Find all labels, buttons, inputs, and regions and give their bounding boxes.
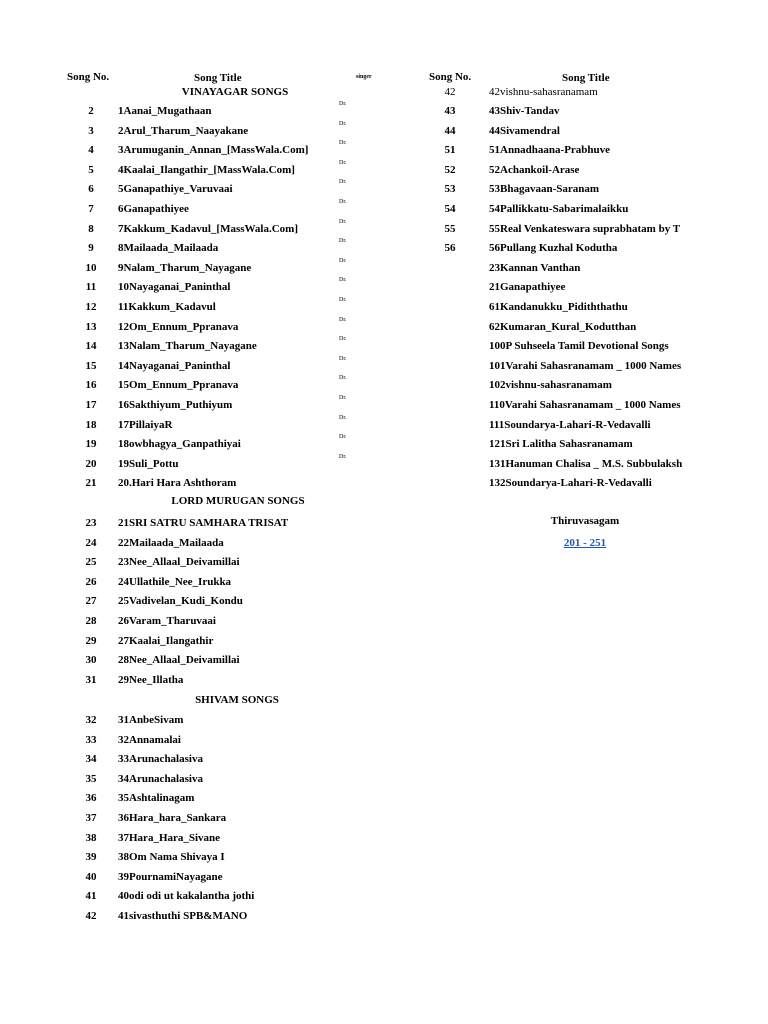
song-title: 21SRI SATRU SAMHARA TRISAT: [118, 517, 289, 529]
song-title: 28Nee_Allaal_Deivamillai: [118, 654, 240, 667]
song-title: 5Ganapathiye_Varuvaai: [118, 183, 233, 196]
song-number: 36: [85, 792, 97, 805]
song-title: 56Pullang Kuzhal Kodutha: [489, 242, 618, 255]
singer-label: Dr.: [339, 395, 347, 401]
singer-label: Dr.: [339, 453, 347, 460]
song-title: 40odi odi ut kakalantha jothi: [118, 890, 255, 903]
header-singer: singer: [356, 74, 372, 80]
song-title: 23Nee_Allaal_Deivamillai: [118, 556, 240, 569]
song-title: 110Varahi Sahasranamam _ 1000 Names: [489, 399, 681, 411]
singer-label: Dr.: [339, 140, 347, 147]
song-title: 111Soundarya-Lahari-R-Vedavalli: [489, 418, 651, 431]
song-number: 11: [85, 281, 97, 294]
song-title: 62Kumaran_Kural_Kodutthan: [489, 320, 637, 333]
song-number: 6: [88, 183, 94, 196]
song-title: 100P Suhseela Tamil Devotional Songs: [489, 340, 669, 353]
song-number: 24: [85, 536, 97, 549]
song-number: 35: [85, 772, 97, 785]
singer-label: Dr.: [339, 414, 347, 421]
right-first-number: 42: [444, 86, 456, 98]
song-number: 56: [444, 242, 456, 255]
song-number: 41: [85, 890, 97, 903]
song-title: 21Ganapathiyee: [489, 281, 566, 294]
singer-label: Dr.: [339, 277, 347, 284]
section-vinayagar: VINAYAGAR SONGS: [181, 86, 289, 98]
song-number: 23: [85, 517, 97, 529]
song-title: 54Pallikkatu-Sabarimalaikku: [489, 203, 629, 215]
song-number: 2: [88, 105, 94, 117]
song-number: 12: [85, 301, 97, 313]
song-title: 39PournamiNayagane: [118, 870, 223, 883]
song-title: 27Kaalai_Ilangathir: [118, 634, 214, 647]
song-number: 30: [85, 654, 97, 667]
singer-label: Dr.: [339, 297, 347, 303]
song-number: 13: [85, 320, 97, 333]
song-number: 28: [85, 615, 97, 627]
singer-label: Dr.: [339, 257, 347, 264]
song-title: 6Ganapathiyee: [118, 203, 189, 215]
song-number: 37: [85, 812, 97, 824]
song-title: 9Nalam_Tharum_Nayagane: [118, 261, 252, 274]
singer-label: Dr.: [339, 355, 347, 362]
song-title: 3Arumuganin_Annan_[MassWala.Com]: [118, 144, 309, 157]
song-number: 51: [444, 144, 456, 157]
song-number: 27: [85, 595, 97, 608]
song-number: 31: [85, 673, 97, 686]
song-title: 121Sri Lalitha Sahasranamam: [489, 438, 633, 451]
song-title: 53Bhagavaan-Saranam: [489, 183, 600, 196]
section-shivam: SHIVAM SONGS: [195, 694, 279, 706]
song-title: 4Kaalai_Ilangathir_[MassWala.Com]: [118, 163, 295, 176]
song-number: 5: [88, 163, 94, 176]
section-murugan: LORD MURUGAN SONGS: [171, 495, 305, 507]
singer-label: Dr.: [339, 199, 347, 205]
song-title: 52Achankoil-Arase: [489, 163, 580, 176]
song-title: 32Annamalai: [118, 733, 181, 746]
header-right-song-no: Song No.: [429, 71, 472, 83]
song-number: 40: [85, 870, 97, 883]
song-number: 17: [85, 399, 97, 411]
song-number: 20: [85, 457, 97, 470]
song-number: 39: [85, 851, 97, 864]
song-number: 8: [88, 222, 94, 235]
song-title: 12Om_Ennum_Ppranava: [118, 320, 239, 333]
song-number: 7: [88, 203, 94, 215]
song-title: 41sivasthuthi SPB&MANO: [118, 910, 248, 922]
song-number: 32: [85, 714, 97, 726]
song-title: 20.Hari Hara Ashthoram: [118, 477, 237, 490]
song-number: 44: [444, 124, 456, 137]
singer-label: Dr.: [339, 159, 347, 166]
singer-label: Dr.: [339, 120, 347, 127]
song-number: 54: [444, 203, 456, 215]
song-title: 17PillaiyaR: [118, 418, 173, 431]
song-number: 29: [85, 634, 97, 647]
song-title: 1Aanai_Mugathaan: [118, 105, 212, 117]
singer-label: Dr.: [339, 316, 347, 323]
song-number: 15: [85, 359, 97, 372]
song-title: 22Mailaada_Mailaada: [118, 536, 224, 549]
song-title: 13Nalam_Tharum_Nayagane: [118, 340, 257, 353]
song-title: 18owbhagya_Ganpathiyai: [118, 438, 241, 451]
song-title: 33Arunachalasiva: [118, 753, 203, 766]
header-left-song-title: Song Title: [194, 72, 242, 84]
singer-label: Dr.: [339, 179, 347, 186]
song-number: 3: [88, 124, 94, 137]
song-title: 61Kandanukku_Pidiththathu: [489, 301, 628, 313]
song-number: 14: [85, 340, 97, 353]
singer-label: Dr.: [339, 375, 347, 382]
song-title: 37Hara_Hara_Sivane: [118, 831, 221, 844]
song-title: 23Kannan Vanthan: [489, 261, 581, 274]
thiruvasagam-link[interactable]: 201 - 251: [563, 537, 607, 549]
song-title: 36Hara_hara_Sankara: [118, 812, 227, 824]
singer-label: Dr.: [339, 434, 347, 441]
song-number: 26: [85, 575, 97, 588]
song-number: 53: [444, 183, 456, 196]
song-number: 42: [85, 910, 97, 922]
song-title: 31AnbeSivam: [118, 714, 184, 726]
song-number: 34: [85, 753, 97, 766]
song-number: 52: [444, 163, 456, 176]
song-title: 35Ashtalinagam: [118, 792, 195, 805]
song-title: 26Varam_Tharuvaai: [118, 615, 216, 627]
right-first-title: 42vishnu-sahasranamam: [489, 86, 598, 98]
section-thiruvasagam: Thiruvasagam: [550, 515, 620, 527]
song-title: 102vishnu-sahasranamam: [489, 379, 612, 392]
header-right-song-title: Song Title: [562, 72, 610, 84]
song-title: 132Soundarya-Lahari-R-Vedavalli: [489, 477, 652, 490]
song-number: 18: [85, 418, 97, 431]
song-title: 15Om_Ennum_Ppranava: [118, 379, 239, 392]
song-title: 43Shiv-Tandav: [489, 105, 560, 117]
song-title: 55Real Venkateswara suprabhatam by T: [489, 222, 681, 235]
header-left-song-no: Song No.: [67, 71, 110, 83]
song-title: 14Nayaganai_Paninthal: [118, 359, 231, 372]
song-number: 16: [85, 379, 97, 392]
song-title: 11Kakkum_Kadavul: [118, 301, 216, 313]
song-title: 10Nayaganai_Paninthal: [118, 281, 231, 294]
song-title: 38Om Nama Shivaya I: [118, 851, 225, 864]
song-number: 21: [85, 477, 97, 490]
song-number: 4: [88, 144, 94, 157]
song-title: 34Arunachalasiva: [118, 772, 203, 785]
song-number: 10: [85, 261, 97, 274]
song-title: 24Ullathile_Nee_Irukka: [118, 575, 232, 588]
song-title: 8Mailaada_Mailaada: [118, 242, 219, 255]
song-number: 33: [85, 733, 97, 746]
song-title: 7Kakkum_Kadavul_[MassWala.Com]: [118, 222, 298, 235]
song-number: 25: [85, 556, 97, 569]
song-title: 51Annadhaana-Prabhuve: [489, 144, 611, 157]
singer-label: Dr.: [339, 238, 347, 245]
song-title: 131Hanuman Chalisa _ M.S. Subbulaksh: [489, 457, 683, 470]
song-title: 44Sivamendral: [489, 124, 560, 137]
song-number: 38: [85, 831, 97, 844]
song-number: 19: [85, 438, 97, 451]
song-title: 19Suli_Pottu: [118, 457, 179, 470]
singer-label: Dr.: [339, 336, 347, 343]
song-title: 101Varahi Sahasranamam _ 1000 Names: [489, 359, 682, 372]
song-title: 16Sakthiyum_Puthiyum: [118, 399, 233, 411]
song-title: 25Vadivelan_Kudi_Kondu: [118, 595, 243, 608]
song-title: 29Nee_Illatha: [118, 673, 184, 686]
song-number: 43: [444, 105, 456, 117]
song-number: 9: [88, 242, 94, 255]
singer-label: Dr.: [339, 101, 347, 107]
song-number: 55: [444, 222, 456, 235]
song-title: 2Arul_Tharum_Naayakane: [118, 124, 249, 137]
singer-label: Dr.: [339, 218, 347, 225]
